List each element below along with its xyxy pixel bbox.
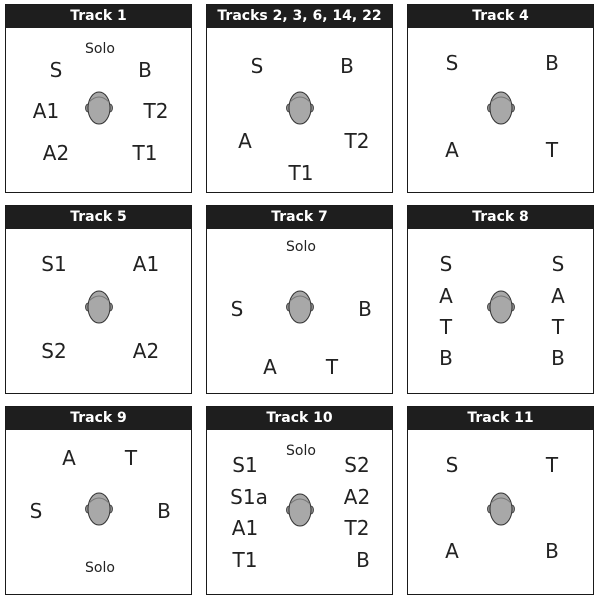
panel-tracks-2-3-6-14-22 [206,4,393,193]
label-a1: A1 [132,252,160,276]
label-a-left: A [439,284,453,308]
label-b: B [138,58,152,82]
label-solo: Solo [286,443,316,459]
label-s2: S2 [41,339,67,363]
panel-track-9 [5,406,192,595]
panel-title: Track 10 [207,407,392,430]
panel-track-5 [5,205,192,394]
label-a1: A1 [231,516,259,540]
label-solo: Solo [286,239,316,255]
label-b: B [545,539,559,563]
listener-head-icon [487,491,515,527]
panel-title: Track 4 [408,5,593,28]
label-s: S [49,58,63,82]
listener-head-icon [85,289,113,325]
listener-head-icon [286,289,314,325]
listener-head-icon [286,492,314,528]
label-a: A [263,355,277,379]
label-t2: T2 [344,516,370,540]
label-b: B [545,51,559,75]
label-a2: A2 [42,141,70,165]
listener-head-icon [85,90,113,126]
label-s1a: S1a [230,485,268,509]
label-t: T [325,355,339,379]
label-s-left: S [439,252,453,276]
panel-title: Track 8 [408,206,593,229]
label-solo: Solo [85,41,115,57]
label-b: B [340,54,354,78]
panel-title: Track 7 [207,206,392,229]
listener-head-icon [487,90,515,126]
label-a1: A1 [32,99,60,123]
panel-track-4 [407,4,594,193]
panel-track-10 [206,406,393,595]
label-solo: Solo [85,560,115,576]
label-t2: T2 [344,129,370,153]
label-a2: A2 [343,485,371,509]
label-t: T [124,446,138,470]
panel-title: Track 11 [408,407,593,430]
panel-track-7 [206,205,393,394]
label-t: T [545,453,559,477]
panel-track-11 [407,406,594,595]
label-b-right: B [551,346,565,370]
label-b: B [358,297,372,321]
label-s1: S1 [41,252,67,276]
label-s-right: S [551,252,565,276]
panel-track-8 [407,205,594,394]
label-a-right: A [551,284,565,308]
label-t1: T1 [132,141,158,165]
label-t1: T1 [288,161,314,185]
listener-head-icon [286,90,314,126]
label-a2: A2 [132,339,160,363]
label-t-right: T [551,315,565,339]
panel-title: Track 5 [6,206,191,229]
panel-track-1 [5,4,192,193]
label-a: A [445,138,459,162]
label-b: B [356,548,370,572]
label-s1: S1 [232,453,258,477]
label-s: S [445,51,459,75]
panel-title: Track 1 [6,5,191,28]
listener-head-icon [85,491,113,527]
label-s: S [230,297,244,321]
label-b: B [157,499,171,523]
label-b-left: B [439,346,453,370]
label-s: S [445,453,459,477]
label-t: T [545,138,559,162]
label-a: A [445,539,459,563]
label-s: S [29,499,43,523]
label-s: S [250,54,264,78]
panel-title: Track 9 [6,407,191,430]
label-t1: T1 [232,548,258,572]
label-s2: S2 [344,453,370,477]
listener-head-icon [487,289,515,325]
label-t2: T2 [143,99,169,123]
label-t-left: T [439,315,453,339]
label-a: A [62,446,76,470]
label-a: A [238,129,252,153]
panel-title: Tracks 2, 3, 6, 14, 22 [207,5,392,28]
